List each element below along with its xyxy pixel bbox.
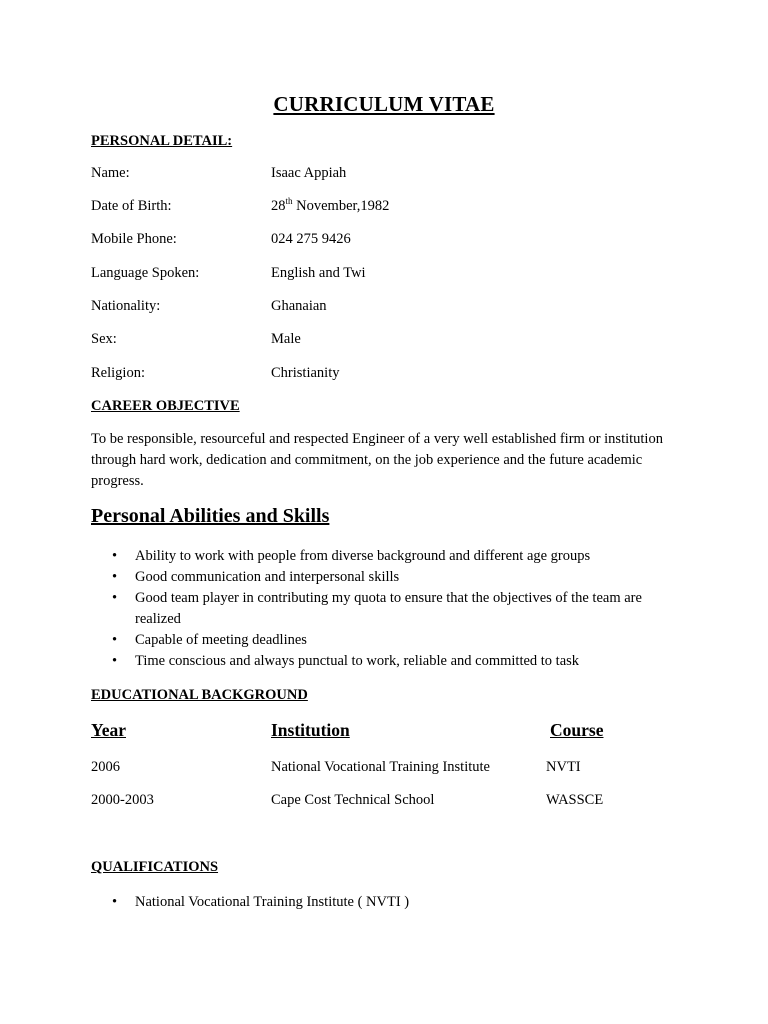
edu-institution-2: Cape Cost Technical School: [271, 792, 435, 808]
personal-detail-heading: PERSONAL DETAIL:: [91, 133, 233, 149]
dob-label: Date of Birth:: [91, 198, 172, 214]
skill-text: Time conscious and always punctual to work, reliable and committed to task: [135, 653, 580, 669]
nationality-label: Nationality:: [91, 298, 161, 314]
bullet-icon: •: [112, 894, 118, 910]
skills-heading: Personal Abilities and Skills: [91, 505, 330, 527]
list-item: [91, 630, 691, 651]
list-item: [91, 588, 691, 630]
religion-label: Religion:: [91, 365, 145, 381]
qualifications-list: [91, 892, 691, 913]
edu-course-1: NVTI: [546, 759, 581, 775]
qualification-text: National Vocational Training Institute ( NVTI ): [135, 894, 410, 910]
edu-course-2: WASSCE: [546, 792, 604, 808]
bullet-icon: •: [112, 653, 118, 669]
dob-month-year: November,1982: [292, 198, 390, 214]
bullet-icon: •: [112, 632, 118, 648]
list-item: [91, 651, 691, 672]
document-title: CURRICULUM VITAE: [273, 92, 495, 116]
mobile-value: 024 275 9426: [271, 231, 351, 247]
dob-value: [271, 198, 389, 215]
column-header-year: Year: [91, 720, 126, 740]
edu-year-2: 2000-2003: [91, 792, 154, 808]
career-objective-heading: CAREER OBJECTIVE: [91, 398, 240, 414]
education-heading: EDUCATIONAL BACKGROUND: [91, 687, 308, 703]
column-header-institution: Institution: [271, 720, 350, 740]
edu-institution-1: National Vocational Training Institute: [271, 759, 490, 775]
skill-text: Good communication and interpersonal skills: [135, 569, 400, 585]
skills-list: [91, 546, 691, 672]
column-header-course: Course: [550, 720, 604, 740]
qualifications-heading: QUALIFICATIONS: [91, 859, 219, 875]
dob-day: 28: [271, 198, 286, 214]
sex-value: Male: [271, 331, 301, 347]
language-value: English and Twi: [271, 265, 366, 281]
dob-day-suffix: th: [285, 196, 293, 207]
name-value: Isaac Appiah: [271, 165, 347, 181]
skill-text: Ability to work with people from diverse background and different age groups: [135, 548, 591, 564]
bullet-icon: •: [112, 548, 118, 564]
skill-text: Good team player in contributing my quota to ensure that the objectives of the team are realized: [135, 590, 642, 627]
list-item: [91, 546, 691, 567]
name-label: Name:: [91, 165, 130, 181]
bullet-icon: •: [112, 590, 118, 606]
language-label: Language Spoken:: [91, 265, 200, 281]
mobile-label: Mobile Phone:: [91, 231, 177, 247]
nationality-value: Ghanaian: [271, 298, 327, 314]
sex-label: Sex:: [91, 331, 117, 347]
bullet-icon: •: [112, 569, 118, 585]
career-objective-text: To be responsible, resourceful and respected Engineer of a very well established firm or institution through hard work, dedication and commitment, on the job experience and the future academic progress.: [91, 431, 663, 489]
list-item: [91, 567, 691, 588]
skill-text: Capable of meeting deadlines: [135, 632, 307, 648]
religion-value: Christianity: [271, 365, 340, 381]
edu-year-1: 2006: [91, 759, 120, 775]
list-item: [91, 892, 691, 913]
